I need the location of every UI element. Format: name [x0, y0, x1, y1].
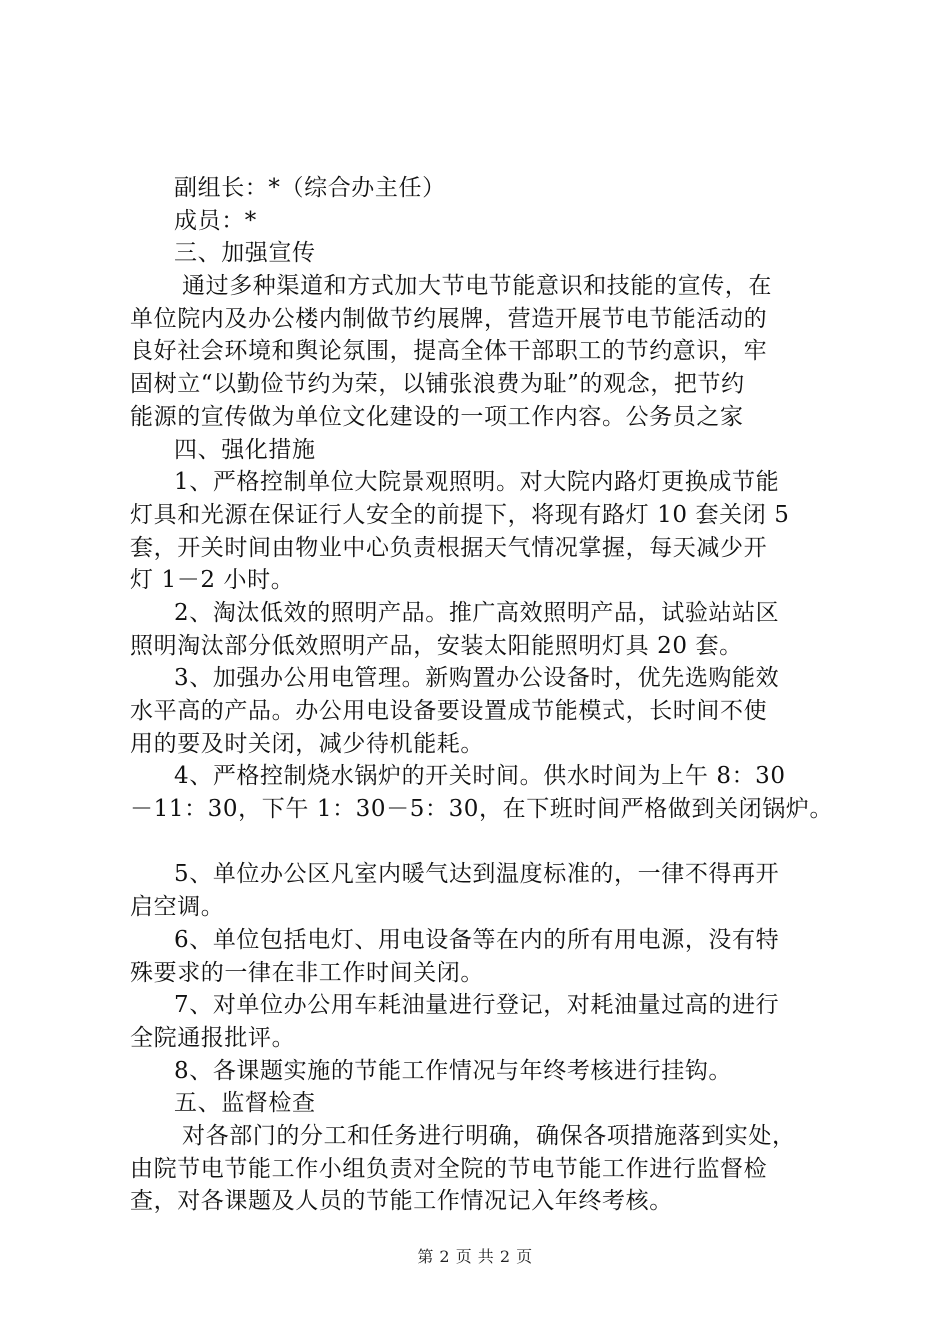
- paragraph-line: 单位院内及办公楼内制做节约展牌，营造开展节电节能活动的: [130, 305, 768, 332]
- paragraph-line: 用的要及时关闭，减少待机能耗。: [130, 730, 484, 757]
- list-item-7: 7、对单位办公用车耗油量进行登记，对耗油量过高的进行: [174, 992, 780, 1019]
- text-line-deputy-leader: 副组长：*（综合办主任）: [174, 175, 446, 201]
- section-heading-supervision: 五、监督检查: [174, 1090, 316, 1117]
- paragraph-line: 殊要求的一律在非工作时间关闭。: [130, 959, 484, 986]
- paragraph-line: 水平高的产品。办公用电设备要设置成节能模式，长时间不使: [130, 698, 768, 724]
- list-item-5: 5、单位办公区凡室内暖气达到温度标准的，一律不得再开: [174, 861, 780, 888]
- paragraph-line: 启空调。: [130, 894, 225, 921]
- paragraph-line: 套，开关时间由物业中心负责根据天气情况掌握，每天减少开: [130, 534, 768, 561]
- list-item-3: 3、加强办公用电管理。新购置办公设备时，优先选购能效: [174, 665, 780, 692]
- list-item-8: 8、各课题实施的节能工作情况与年终考核进行挂钩。: [174, 1057, 733, 1084]
- page-number-label: 第 2 页 共 2 页: [417, 1247, 533, 1266]
- paragraph-line: 照明淘汰部分低效照明产品，安装太阳能照明灯具 20 套。: [130, 632, 743, 659]
- document-body: [130, 172, 850, 1218]
- list-item-1: 1、严格控制单位大院景观照明。对大院内路灯更换成节能: [174, 469, 780, 496]
- paragraph-line: 通过多种渠道和方式加大节电节能意识和技能的宣传，在: [182, 273, 772, 300]
- paragraph-line: 灯 1－2 小时。: [130, 567, 295, 594]
- blank-line: [130, 826, 850, 859]
- paragraph-line: －11：30，下午 1：30－5：30，在下班时间严格做到关闭锅炉。: [130, 796, 834, 823]
- paragraph-line: 能源的宣传做为单位文化建设的一项工作内容。公务员之家: [130, 403, 744, 430]
- section-heading-measures: 四、强化措施: [174, 436, 316, 463]
- paragraph-line: 查，对各课题及人员的节能工作情况记入年终考核。: [130, 1188, 673, 1215]
- paragraph-line: 灯具和光源在保证行人安全的前提下，将现有路灯 10 套关闭 5: [130, 501, 790, 528]
- section-heading-publicity: 三、加强宣传: [174, 240, 316, 267]
- list-item-4: 4、严格控制烧水锅炉的开关时间。供水时间为上午 8：30: [174, 763, 786, 790]
- paragraph-line: 对各部门的分工和任务进行明确，确保各项措施落到实处，: [182, 1122, 796, 1149]
- paragraph-line: 良好社会环境和舆论氛围，提高全体干部职工的节约意识，牢: [130, 338, 768, 365]
- list-item-2: 2、淘汰低效的照明产品。推广高效照明产品，试验站站区: [174, 599, 780, 626]
- list-item-6: 6、单位包括电灯、用电设备等在内的所有用电源，没有特: [174, 926, 780, 953]
- paragraph-line: 由院节电节能工作小组负责对全院的节电节能工作进行监督检: [130, 1155, 768, 1182]
- paragraph-line: 固树立“以勤俭节约为荣，以铺张浪费为耻”的观念，把节约: [130, 371, 745, 398]
- text-line-members: 成员：*: [174, 207, 257, 234]
- page-footer: [0, 1244, 950, 1267]
- paragraph-line: 全院通报批评。: [130, 1024, 296, 1051]
